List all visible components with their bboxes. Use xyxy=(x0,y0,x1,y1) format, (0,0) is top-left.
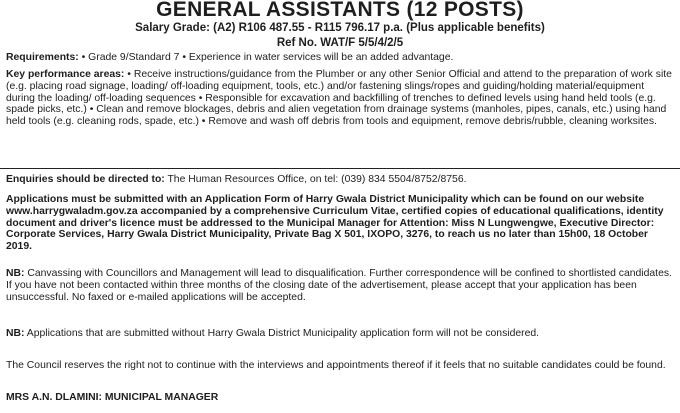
enquiries xyxy=(6,174,672,186)
requirements-text: • Grade 9/Standard 7 • Experience in water services will be an added advantage. xyxy=(78,52,454,63)
nb-label: NB: xyxy=(6,328,25,339)
kpa-text: • Receive instructions/guidance from the Plumber or any other Senior Official and attend to the preparation of work site (e.g. placing road signage, loading/ off-loading equipment, tools, etc.) and/or fastening slings/ropes and guiding/holding material/equipment during the loading/ off-loading sequences • Responsible for excavation and backfilling of trenches to defined levels using hand held tools (e.g. spade picks, etc.) • Clean and remove blockages, debris and alien vegetation from drainage systems (manholes, pipes, canals, etc.) using hand held tools (e.g. cleaning rods, spade, etc.) • Remove and wash off debris from tools and equipment, remove debris/rubble, cleaning worksites. xyxy=(6,69,672,128)
nb-application-form xyxy=(6,328,672,340)
enquiries-text: The Human Resources Office, on tel: (039) 834 5504/8752/8756. xyxy=(164,174,467,185)
reference-number: Ref No. WAT/F 5/5/4/2/5 xyxy=(276,37,404,49)
signoff: MRS A.N. DLAMINI: MUNICIPAL MANAGER xyxy=(6,392,219,403)
nb-canvassing xyxy=(6,268,672,303)
nb-application-form-text: Applications that are submitted without Harry Gwala District Municipality application form will not be considered. xyxy=(24,328,540,339)
enquiries-label: Enquiries should be directed to: xyxy=(6,174,165,185)
applications-notice: Applications must be submitted with an Application Form of Harry Gwala District Municipality which can be found on our website www.harrygwaladm.gov.za accompanied by a comprehensive Curriculum Vitae, certified copies of educational qualifications, identity document and driver's licence must be addressed to the Municipal Manager for Attention: Miss N Lungwengwe, Executive Director: Corporate Services, Harry Gwala District Municipality, Private Bag X 501, IXOPO, 3276, to reach us no later than 15h00, 18 October 2019. xyxy=(6,194,664,253)
kpa-label: Key performance areas: xyxy=(6,69,125,80)
nb-label: NB: xyxy=(6,268,25,279)
advert-title: GENERAL ASSISTANTS (12 POSTS) xyxy=(156,0,524,21)
section-divider xyxy=(0,168,680,169)
key-performance-areas xyxy=(6,69,672,128)
requirements-label: Requirements: xyxy=(6,52,79,63)
nb-canvassing-text: Canvassing with Councillors and Management will lead to disqualification. Further correspondence will be confined to shortlisted candidates. If you have not been contacted within three months of the closing date of the advertisement, please accept that your application has been unsuccessful. No faxed or e-mailed applications will be accepted. xyxy=(6,268,672,303)
salary-grade: Salary Grade: (A2) R106 487.55 - R115 796.17 p.a. (Plus applicable benefits) xyxy=(135,22,545,34)
requirements xyxy=(6,52,672,64)
council-reservation: The Council reserves the right not to continue with the interviews and appointments thereof if it feels that no suitable candidates could be found. xyxy=(6,360,666,371)
